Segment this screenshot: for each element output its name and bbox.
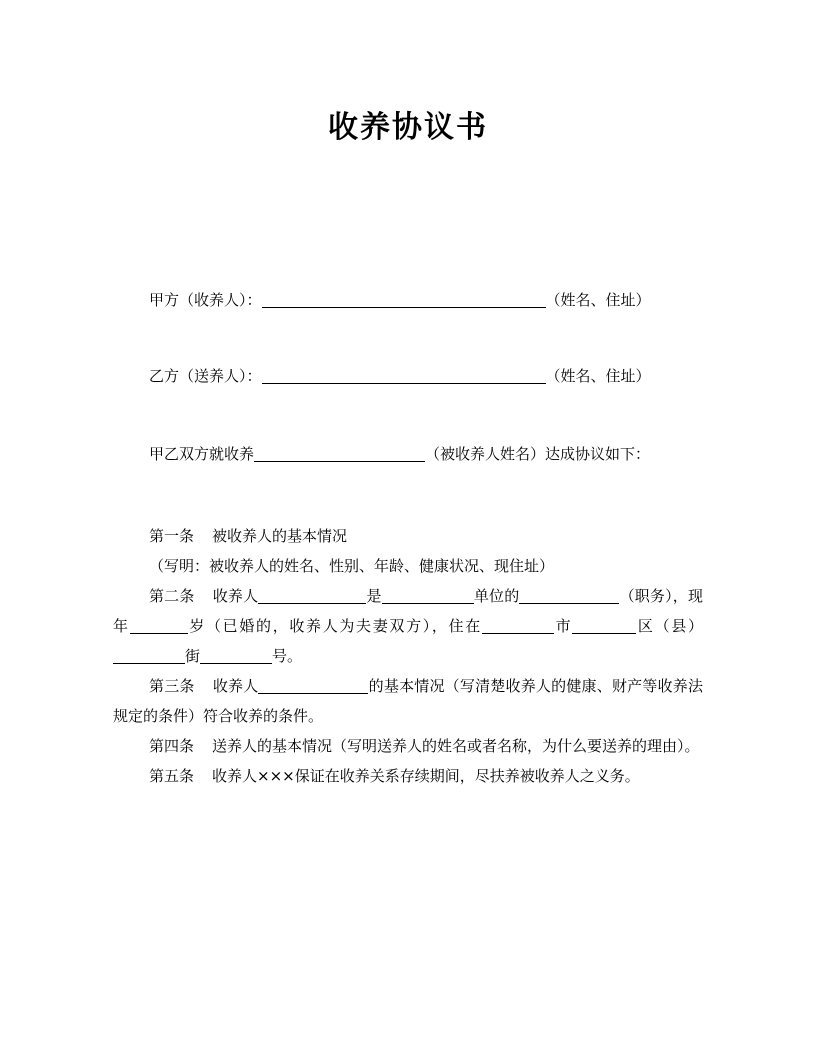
- clause-2-blank-street[interactable]: [113, 648, 185, 664]
- party-blank-jiafang[interactable]: [262, 292, 546, 308]
- clause-4-number: 第四条: [149, 737, 195, 755]
- clause-3-number: 第三条: [149, 677, 195, 695]
- clause-2-blank-district[interactable]: [572, 618, 636, 634]
- clause-2-blank-position[interactable]: [519, 588, 619, 604]
- clause-1-title: 被收养人的基本情况: [212, 527, 348, 545]
- clause-1-sub-text: （写明：被收养人的姓名、性别、年龄、健康状况、现住址）: [149, 557, 555, 575]
- clause-5: [113, 761, 703, 791]
- clause-2-seg7: 区（县）: [636, 617, 703, 635]
- intro-text-before: 甲乙双方就收养: [149, 445, 255, 463]
- clause-2-blank-age[interactable]: [130, 618, 188, 634]
- party-row-jiafang: [113, 285, 703, 315]
- clause-5-text: 收养人×××保证在收养关系存续期间，尽扶养被收养人之义务。: [212, 767, 640, 785]
- spacer: [113, 469, 703, 521]
- clause-4: [113, 731, 703, 761]
- party-blank-yifang[interactable]: [262, 368, 546, 384]
- clause-2-blank-adopter-name[interactable]: [258, 588, 366, 604]
- clause-2-seg2: 是: [366, 587, 382, 605]
- spacer: [113, 391, 703, 439]
- clause-2-blank-work-unit[interactable]: [382, 588, 474, 604]
- clause-2-seg5: 岁（已婚的，收养人为夫妻双方），住在: [187, 617, 482, 635]
- clause-5-number: 第五条: [149, 767, 195, 785]
- clause-1: [113, 521, 703, 551]
- clause-4-text: 送养人的基本情况（写明送养人的姓名或者名称，为什么要送养的理由）。: [212, 737, 700, 755]
- clause-3-seg2: 的基本情况（写清楚收养人的健康、财产等收养法规定的条件）符合收养的条件。: [113, 677, 703, 725]
- document-body: [113, 285, 703, 791]
- party-label-yifang: 乙方（送养人）：: [149, 367, 262, 385]
- clause-3: [113, 671, 703, 731]
- clause-1-sub: [113, 551, 703, 581]
- spacer: [113, 315, 703, 361]
- clause-3-seg1: 收养人: [212, 677, 259, 695]
- clause-2-seg9: 号。: [272, 647, 303, 665]
- clause-2-blank-city[interactable]: [482, 618, 554, 634]
- clause-1-number: 第一条: [149, 527, 195, 545]
- intro-text-after: （被收养人姓名）达成协议如下：: [425, 445, 651, 463]
- party-label-jiafang: 甲方（收养人）：: [149, 291, 262, 309]
- clause-2-number: 第二条: [149, 587, 195, 605]
- party-note-yifang: （姓名、住址）: [545, 367, 651, 385]
- clause-3-blank-adopter-name[interactable]: [258, 678, 368, 694]
- clause-2-seg6: 市: [553, 617, 573, 635]
- clause-2-seg4: （职务），现年: [113, 587, 703, 635]
- intro-blank-adoptee-name[interactable]: [254, 446, 425, 462]
- clause-2-seg1: 收养人: [212, 587, 259, 605]
- clause-2: [113, 581, 703, 671]
- clause-2-seg8: 街: [185, 647, 201, 665]
- page-title: 收养协议书: [328, 110, 488, 146]
- clause-2-blank-number[interactable]: [200, 648, 272, 664]
- intro-line: [113, 439, 703, 469]
- party-row-yifang: [113, 361, 703, 391]
- clause-2-seg3: 单位的: [473, 587, 520, 605]
- party-note-jiafang: （姓名、住址）: [545, 291, 651, 309]
